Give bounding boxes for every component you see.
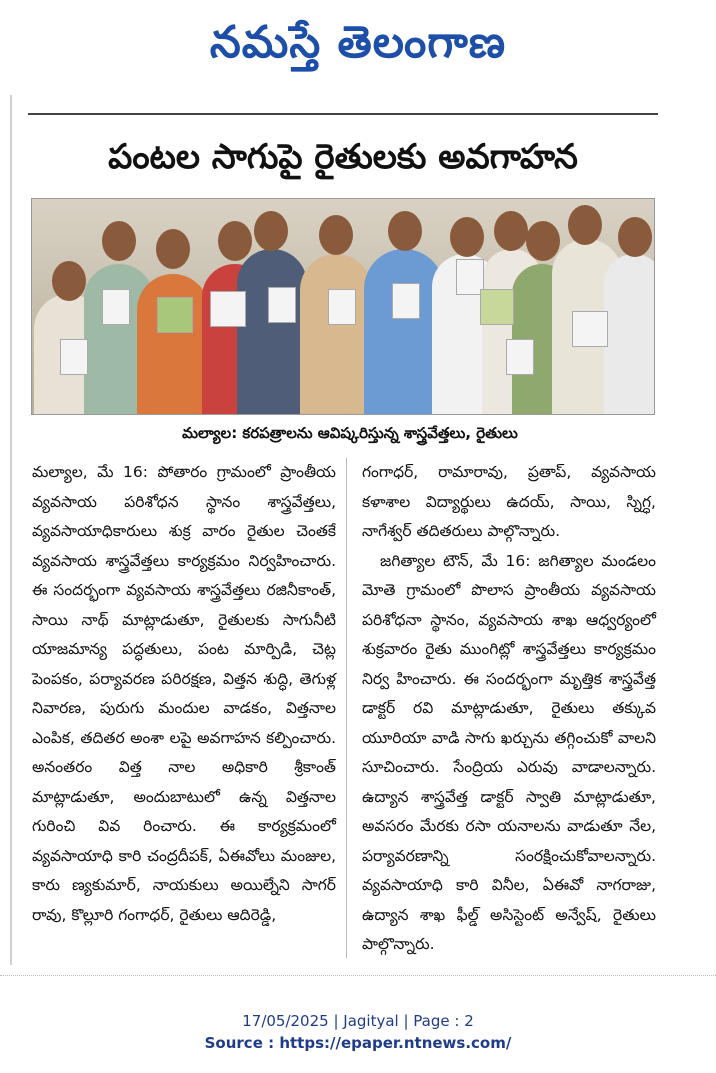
photo-leaflet — [268, 287, 296, 323]
photo-person — [604, 254, 655, 414]
photo-leaflet — [328, 289, 356, 325]
photo-leaflet — [572, 311, 608, 347]
footer-source-line: Source : https://epaper.ntnews.com/ — [204, 1034, 512, 1052]
photo-head — [568, 205, 602, 245]
masthead-title: నమస్తే తెలంగాణ — [209, 17, 507, 68]
article-headline: పంటల సాగుపై రైతులకు అవగాహన — [108, 137, 578, 177]
photo-leaflet — [480, 289, 514, 325]
photo-head — [102, 221, 136, 261]
article-right-column — [362, 458, 656, 960]
cutoff-strip — [0, 975, 716, 982]
headline-top-rule — [28, 113, 658, 115]
photo-person — [137, 274, 209, 414]
photo-leaflet — [506, 339, 534, 375]
photo-head — [494, 211, 528, 251]
photo-leaflet — [157, 297, 193, 333]
photo-head — [450, 217, 484, 257]
column-divider — [346, 458, 347, 958]
left-column-text: మల్యాల, మే 16: పోతారం గ్రామంలో ప్రాంతీయ వ్యవసాయ పరిశోధన స్థానం శాస్త్రవేత్తలు, వ్యవసాయాధికారులు శుక్ర వారం రైతుల చెంతకే వ్యవసాయ శాస్త్రవేత్తలు కార్యక్రమం నిర్వహించారు. ఈ సందర్భంగా వ్యవసాయ శాస్త్రవేత్తలు రజినీకాంత్, సాయి నాథ్ మాట్లాడుతూ, రైతులకు సాగునీటి యాజమాన్య పద్ధతులు, పంట మార్పిడి, చెట్ల పెంపకం, పర్యావరణ పరిరక్షణ, విత్తన శుద్ధి, తెగుళ్ల నివారణ, పురుగు మందుల వాడకం, విత్తనాల ఎంపిక, తదితర అంశా లపై అవగాహన కల్పించారు. అనంతరం విత్త నాల అధికారి శ్రీకాంత్ మాట్లాడుతూ, అందుబాటులో ఉన్న విత్తనాల గురించి వివ రించారు. ఈ కార్యక్రమంలో వ్యవసాయాధి కారి చంద్రదీపక్, ఏఈవోలు మంజుల, కారు ణ్యకుమార్, నాయకులు అయిల్నేని సాగర్ రావు, కొల్లూరి గంగాధర్, రైతులు ఆదిరెడ్డి, — [32, 463, 336, 924]
photo-head — [618, 217, 652, 257]
photo-caption: మల్యాల: కరపత్రాలను ఆవిష్కరిస్తున్న శాస్త్రవేత్తలు, రైతులు — [182, 424, 518, 442]
photo-head — [52, 261, 86, 301]
photo-head — [388, 211, 422, 251]
photo-head — [526, 221, 560, 261]
photo-leaflet — [102, 289, 130, 325]
photo-head — [254, 211, 288, 251]
article-photo — [31, 198, 655, 415]
footer-date-line: 17/05/2025 | Jagityal | Page : 2 — [242, 1012, 474, 1030]
photo-head — [156, 229, 190, 269]
right-column-paragraph-2: జగిత్యాల టౌన్, మే 16: జగిత్యాల మండలం మోతె గ్రామంలో పొలాస ప్రాంతీయ వ్యవసాయ పరిశోధనా స్థానం, వ్యవసాయ శాఖ ఆధ్వర్యంలో శుక్రవారం రైతు ముంగిట్లో శాస్త్రవేత్తలు కార్యక్రమం నిర్వ హించారు. ఈ సందర్భంగా మృత్తిక శాస్త్రవేత్త డాక్టర్ రవి మాట్లాడుతూ, రైతులు తక్కువ యూరియా వాడి సాగు ఖర్చును తగ్గించుకో వాలని సూచించారు. సేంద్రియ ఎరువు వాడాలన్నారు. ఉద్యాన శాస్త్రవేత్త డాక్టర్ స్వాతి మాట్లాడుతూ, అవసరం మేరకు రసా యనాలను వాడుతూ నేల, పర్యావరణాన్ని సంరక్షించుకోవాలన్నారు. వ్యవసాయాధి కారి వినీల, ఏఈవో నాగరాజు, ఉద్యాన శాఖ ఫీల్డ్ అసిస్టెంట్ అన్వేష్, రైతులు పాల్గొన్నారు. — [362, 551, 656, 953]
photo-leaflet — [60, 339, 88, 375]
article-left-column — [32, 458, 336, 930]
photo-head — [218, 221, 252, 261]
photo-leaflet — [210, 291, 246, 327]
left-margin-rule — [10, 95, 12, 965]
photo-person — [300, 254, 372, 414]
photo-person — [237, 249, 307, 414]
photo-head — [319, 215, 353, 255]
right-column-paragraph-1: గంగాధర్, రామారావు, ప్రతాప్, వ్యవసాయ కళాశాల విద్యార్థులు ఉదయ్, సాయి, స్నిగ్ధ, నాగేశ్వర్ తదితరులు పాల్గొన్నారు. — [362, 463, 656, 540]
photo-leaflet — [392, 283, 420, 319]
